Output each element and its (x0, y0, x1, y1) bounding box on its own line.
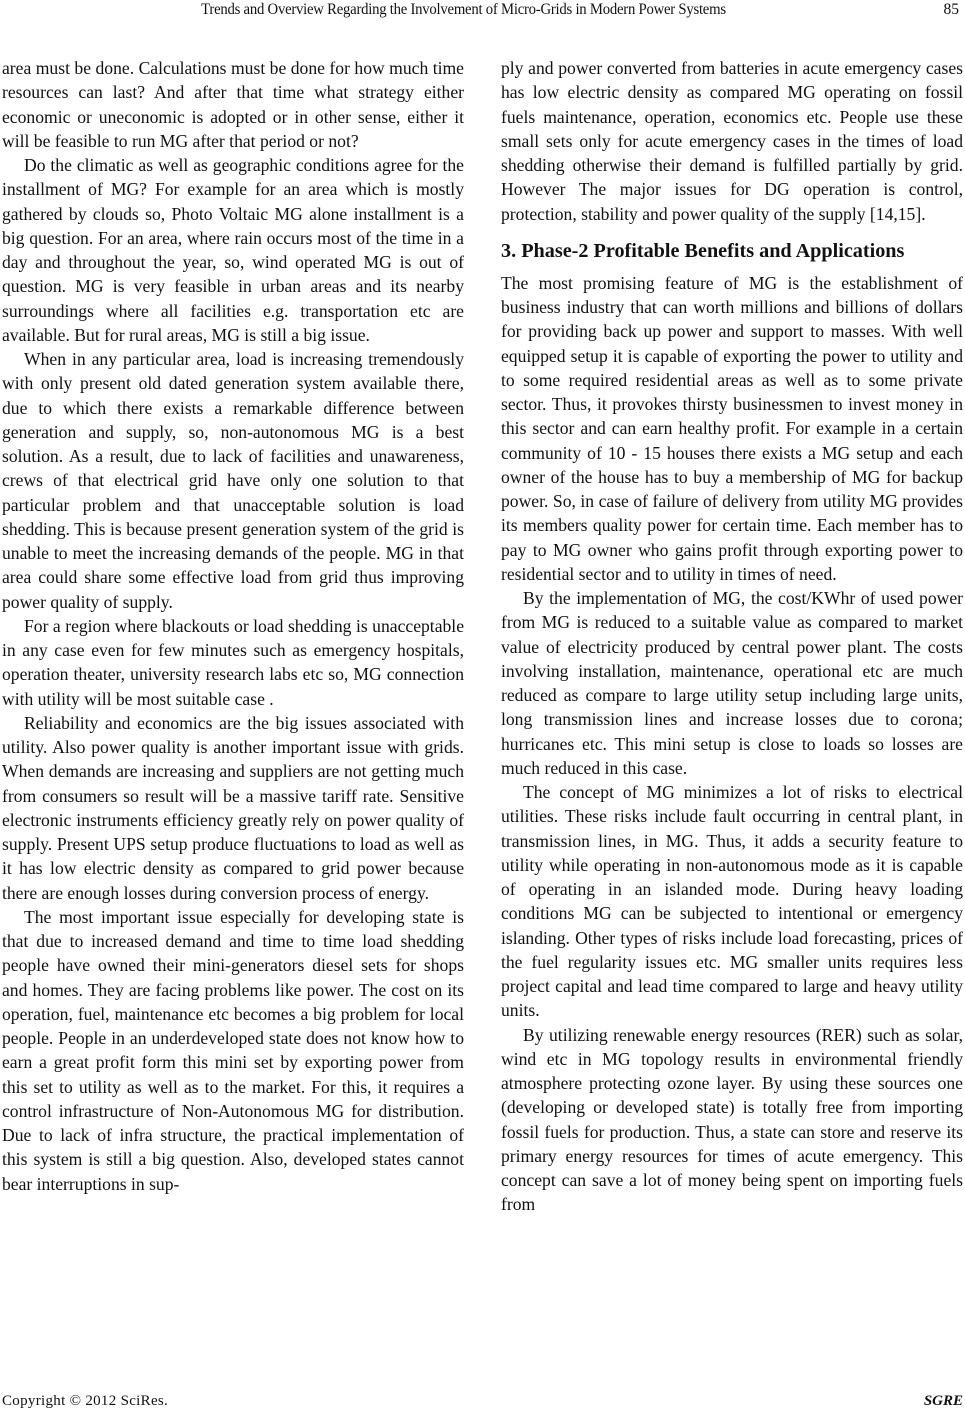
paragraph: By utilizing renewable energy resources (RER) such as solar, wind etc in MG topology results in environmental friendly atmosphere protecting ozone layer. By using these sources one (developing or developed state) is totally free from importing fossil fuels for production. Thus, a state can store and reserve its primary energy resources for times of acute emergency. This concept can save a lot of money being spent on importing fuels from (501, 1024, 963, 1215)
running-title: Trends and Overview Regarding the Involvement of Micro-Grids in Modern Power Systems (201, 1, 726, 18)
copyright-notice: Copyright © 2012 SciRes. (2, 1393, 169, 1409)
page-footer (0, 1392, 965, 1414)
running-header (0, 0, 965, 22)
left-column (2, 56, 464, 1196)
paragraph: The most promising feature of MG is the establishment of business industry that can worth millions and billions of dollars for providing back up power and support to masses. With well equipped setup it is capable of exporting the power to utility and to some required residential areas as well as to some private sector. Thus, it provokes thirsty businessmen to invest money in this sector and can earn healthy profit. For example in a certain community of 10 - 15 houses there exists a MG setup and each owner of the house has to buy a membership of MG for backup power. So, in case of failure of delivery from utility MG provides its members quality power for certain time. Each member has to pay to MG owner who gains profit through exporting power to residential sector and to utility in times of need. (501, 272, 963, 584)
page-number: 85 (943, 1, 959, 18)
paragraph: The concept of MG minimizes a lot of risks to electrical utilities. These risks include fault occurring in central plant, in transmission lines, in MG. Thus, it adds a security feature to utility while operating in non-autonomous mode as it is capable of operating in an islanded mode. During heavy loading conditions MG can be subjected to intentional or emergency islanding. Other types of risks include load forecasting, prices of the fuel regularity issues etc. MG smaller units requires less project capital and lead time compared to large and heavy utility units. (501, 782, 963, 1021)
paragraph: area must be done. Calculations must be done for how much time resources can last? And after that time what strategy either economic or uneconomic is adopted or in other sense, either it will be feasible to run MG after that period or not? (2, 58, 464, 151)
paragraph: By the implementation of MG, the cost/KWhr of used power from MG is reduced to a suitable value as compared to market value of electricity produced by central power plant. The costs involving installation, maintenance, operational etc are much reduced as compare to large utility setup including large units, long transmission lines and increase losses due to corona; hurricanes etc. This mini setup is close to loads so losses are much reduced in this case. (501, 588, 963, 778)
paragraph: ply and power converted from batteries in acute emergency cases has low electric density as compared MG operating on fossil fuels maintenance, operation, economics etc. People use these small sets only for acute emergency cases in the times of load shedding otherwise their demand is fulfilled partially by grid. However The major issues for DG operation is control, protection, stability and power quality of the supply [14,15]. (501, 58, 963, 224)
section-heading: 3. Phase-2 Profitable Benefits and Applications (501, 239, 905, 262)
paragraph: When in any particular area, load is increasing tremendously with only present old dated generation system available there, due to which there exists a remarkable difference between generation and supply, so, non-autonomous MG is a best solution. As a result, due to lack of facilities and unawareness, crews of that electrical grid have only one solution to that particular problem and that unacceptable solution is load shedding. This is because present generation system of the grid is unable to meet the increasing demands of the people. MG in that area could share some effective load from grid thus improving power quality of supply. (2, 349, 464, 612)
paragraph: Reliability and economics are the big issues associated with utility. Also power quality is another important issue with grids. When demands are increasing and suppliers are not getting much from consumers so result will be a massive tariff rate. Sensitive electronic instruments efficiency greatly rely on power quality of supply. Present UPS setup produce fluctuations to load as well as it has low electric density as compared to grid power because there are enough losses during conversion process of energy. (2, 712, 464, 903)
journal-abbreviation: SGRE (923, 1393, 963, 1409)
paragraph: The most important issue especially for developing state is that due to increased demand and time to time load shedding people have owned their mini-generators diesel sets for shops and homes. They are facing problems like power. The cost on its operation, fuel, maintenance etc becomes a big problem for local people. People in an underdeveloped state does not know how to earn a great profit form this mini set by exporting power from this set to utility as well as to the market. For this, it requires a control infrastructure of Non-Autonomous MG for distribution. Due to lack of infra structure, the practical implementation of this system is still a big question. Also, developed states cannot bear interruptions in sup- (2, 906, 464, 1194)
paragraph: For a region where blackouts or load shedding is unacceptable in any case even for few minutes such as emergency hospitals, operation theater, university research labs etc so, MG connection with utility will be most suitable case . (2, 615, 464, 709)
paragraph: Do the climatic as well as geographic conditions agree for the installment of MG? For example for an area which is mostly gathered by clouds so, Photo Voltaic MG alone installment is a big question. For an area, where rain occurs most of the time in a day and throughout the year, so, wind operated MG is out of question. MG is very feasible in urban areas and its nearby surroundings where all facilities e.g. transportation etc are available. But for rural areas, MG is still a big issue. (2, 155, 464, 345)
right-column (501, 56, 963, 1217)
